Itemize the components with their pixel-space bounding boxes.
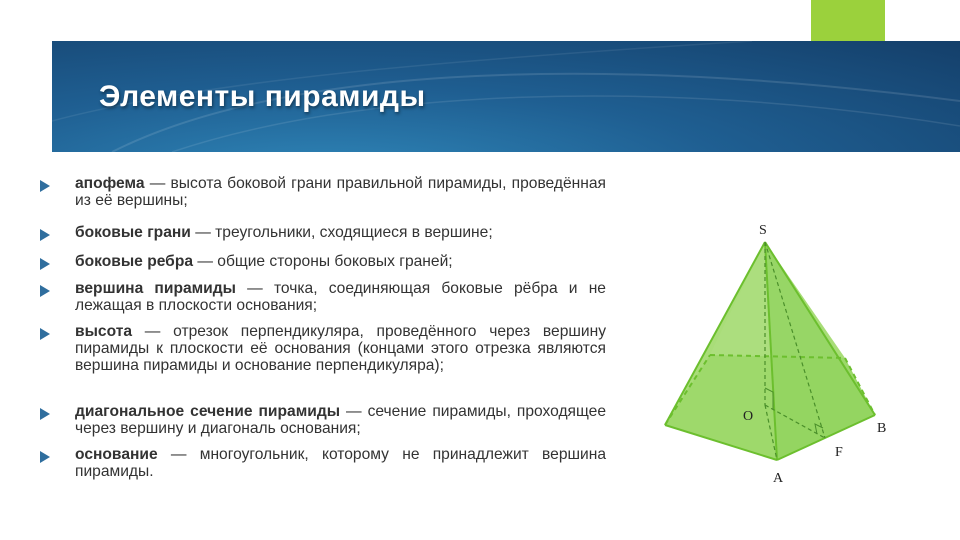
list-item-desc: — треугольники, сходящиеся в вершине;: [190, 224, 493, 241]
list-item: [40, 323, 606, 374]
bullet-arrow-icon: [40, 451, 50, 463]
list-item-text: [75, 446, 606, 480]
list-item-desc: — общие стороны боковых граней;: [193, 253, 453, 270]
list-item-desc: — высота боковой грани правильной пирамиды, проведённая из её вершины;: [75, 175, 606, 209]
list-item-term: основание: [75, 446, 158, 463]
list-item-term: боковые грани: [75, 224, 191, 241]
list-item-desc: — отрезок перпендикуляра, проведённого через вершину пирамиды к плоскости её основания (концами этого отрезка являются вершина пирамиды и основание перпендикуляра);: [75, 323, 606, 374]
list-item-desc: — сечение пирамиды, проходящее через вершину и диагональ основания;: [75, 403, 606, 437]
list-item-text: [75, 253, 606, 270]
list-item-term: высота: [75, 323, 133, 340]
bullet-arrow-icon: [40, 285, 50, 297]
list-item-text: [75, 224, 606, 241]
list-item: [40, 403, 606, 437]
bullet-arrow-icon: [40, 328, 50, 340]
list-item: [40, 224, 606, 241]
pyramid-diagram: [655, 210, 905, 500]
bullet-arrow-icon: [40, 229, 50, 241]
label-apex: S: [759, 223, 767, 238]
list-item-term: вершина пирамиды: [75, 280, 236, 297]
bullet-arrow-icon: [40, 180, 50, 192]
list-item-text: [75, 323, 606, 374]
bullet-arrow-icon: [40, 408, 50, 420]
list-item: [40, 253, 606, 270]
label-center: O: [743, 409, 754, 424]
list-item-text: [75, 403, 606, 437]
list-item-term: диагональное сечение пирамиды: [75, 403, 341, 420]
label-foot: F: [835, 445, 843, 460]
label-corner-a: A: [773, 471, 784, 486]
list-item-text: [75, 280, 606, 314]
list-item-text: [75, 175, 606, 209]
list-item-desc: — многоугольник, которому не принадлежит вершина пирамиды.: [75, 446, 606, 480]
bullet-arrow-icon: [40, 258, 50, 270]
list-item-desc: — точка, соединяющая боковые рёбра и не лежащая в плоскости основания;: [75, 280, 606, 314]
list-item: [40, 446, 606, 480]
list-item: [40, 175, 606, 209]
list-item: [40, 280, 606, 314]
label-corner-b: B: [877, 421, 887, 436]
slide-title: Элементы пирамиды: [99, 80, 426, 113]
list-item-term: боковые ребра: [75, 253, 194, 270]
list-item-term: апофема: [75, 175, 145, 192]
